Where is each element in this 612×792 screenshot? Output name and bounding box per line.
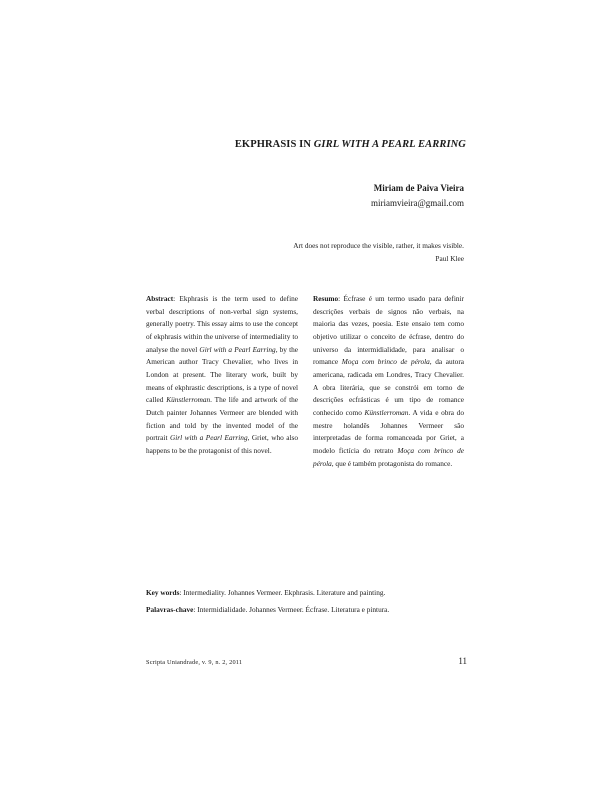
title-prefix: EKPHRASIS IN <box>234 139 314 150</box>
resumo-genre: Künstlerroman <box>364 407 409 417</box>
epigraph-quote: Art does not reproduce the visible, rather, it makes visible. <box>293 241 464 250</box>
resumo-label: Resumo <box>313 294 339 303</box>
author-email[interactable]: miriamvieira@gmail.com <box>370 198 464 208</box>
abstract-text-2: , by the American author Tracy Chevalier, who lives in London at present. The literary work, built by means of ekphrastic descriptions, is a type of novel called <box>146 344 299 405</box>
abstract-text-4: , Griet, who also happens to be the protagonist of this novel. <box>146 433 298 455</box>
author-block <box>280 181 464 211</box>
abstract-text-1: : Ekphrasis is the term used to define verbal descriptions of non-verbal sign systems, generally poetry. This essay aims to use the concept of ekphrasis within the universe of intermediality to analyse the novel <box>146 294 298 354</box>
abstract-text-3: . The life and artwork of the Dutch painter Johannes Vermeer are blended with fiction and told by the invented model of the portrait <box>146 395 298 443</box>
epigraph-attribution: Paul Klee <box>435 254 464 263</box>
abstract-en <box>146 293 298 458</box>
keywords-label: Key words <box>146 588 180 597</box>
author-name: Miriam de Paiva Vieira <box>373 183 464 193</box>
abstract-genre: Künstlerroman <box>166 395 211 405</box>
resumo-text-3: . A vida e obra do mestre holandês Johannes Vermeer são interpretadas de forma romanceada por Griet, a modelo fictícia do retrato <box>313 407 464 455</box>
keywords-pt <box>146 604 466 616</box>
resumo-text-4: , que é também protagonista do romance. <box>331 458 453 468</box>
resumo-text-2: , da autora americana, radicada em Londres, Tracy Chevalier. A obra literária, que se constrói em torno de descrições ecfrásticas é um tipo de romance conhecido como <box>313 357 465 417</box>
resumo-text-1: : Écfrase é um termo usado para definir descrições verbais de signos não verbais, na maioria das vezes, poesia. Este ensaio tem como objetivo utilizar o conceito de écfrase, dentro do universo da intermidialidade, para analisar o romance <box>313 294 464 367</box>
abstract-portrait-title: Girl with a Pearl Earring <box>169 433 248 443</box>
page-number: 11 <box>458 656 467 666</box>
title-italic: GIRL WITH A PEARL EARRING <box>313 139 466 150</box>
palavras-chave-text: : Intermidialidade. Johannes Vermeer. Écfrase. Literatura e pintura. <box>193 605 390 614</box>
abstract-pt <box>313 293 464 470</box>
keywords-text: : Intermediality. Johannes Vermeer. Ekphrasis. Literature and painting. <box>179 588 386 597</box>
palavras-chave-label: Palavras-chave <box>146 605 194 614</box>
resumo-portrait-title: Moça com brinco de pérola <box>313 445 464 468</box>
abstract-novel-title: Girl with a Pearl Earring <box>199 344 276 354</box>
resumo-novel-title: Moça com brinco de pérola <box>341 357 430 367</box>
keywords-en <box>146 587 466 599</box>
epigraph <box>180 239 464 265</box>
footer-journal: Scripta Uniandrade, v. 9, n. 2, 2011 <box>146 659 243 666</box>
article-title <box>146 139 466 150</box>
abstract-label: Abstract <box>146 294 174 303</box>
